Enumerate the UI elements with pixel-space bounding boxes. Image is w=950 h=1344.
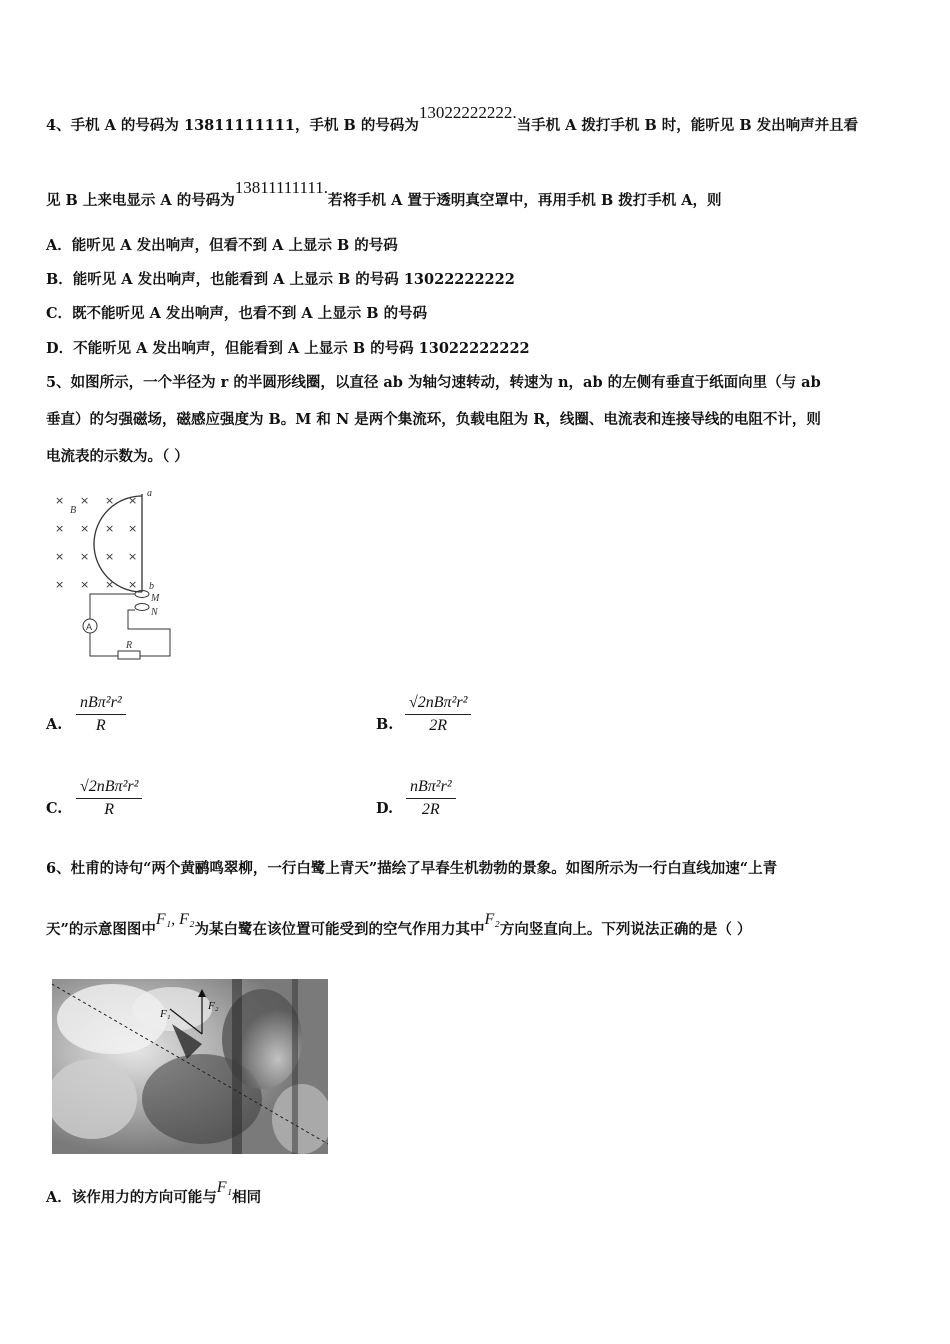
svg-text:×: ×	[80, 550, 90, 563]
circuit-diagram	[50, 486, 180, 661]
q4-line-2	[46, 178, 722, 211]
q5-option-c-formula	[76, 778, 142, 819]
q6-text: 为某白鹭在该位置可能受到的空气作用力其中	[194, 921, 485, 938]
label-R: R	[126, 640, 133, 651]
q6-line-1: 6、杜甫的诗句“两个黄鹂鸣翠柳，一行白鹭上青天”描绘了早春生机勃勃的景象。如图所示为一行白直线加速“上青	[46, 860, 778, 877]
ring-N	[135, 604, 149, 611]
svg-text:×: ×	[105, 494, 115, 507]
denominator: 2R	[429, 717, 448, 734]
q5-option-b-formula	[405, 694, 471, 735]
q5-option-b-label: B.	[376, 716, 394, 733]
field-crosses	[55, 494, 137, 591]
svg-text:×: ×	[55, 494, 65, 507]
denominator: R	[104, 801, 115, 818]
q5-line-1: 5、如图所示，一个半径为 r 的半圆形线圈，以直径 ab 为轴匀速转动，转速为 n，ab 的左侧有垂直于纸面向里（与 ab	[46, 374, 821, 391]
numerator: √2nBπ²r²	[405, 694, 471, 715]
q6-option-a-text: A．该作用力的方向可能与	[46, 1189, 217, 1206]
label-f1: F₁	[160, 1008, 171, 1020]
label-A: A	[86, 622, 93, 632]
q6-text: 天”的示意图图中	[46, 921, 156, 938]
q5-option-d-label: D.	[376, 800, 394, 817]
egret-photo	[52, 979, 328, 1154]
svg-text:×: ×	[55, 522, 65, 535]
resistor	[118, 651, 140, 659]
q4-text: 当手机 A 拨打手机 B 时，能听见 B 发出响声并且看	[516, 117, 859, 134]
q4-line-1	[46, 103, 859, 136]
svg-text:×: ×	[55, 550, 65, 563]
q6-symbol-f1-f2: F₁, F₂	[155, 911, 195, 928]
numerator: nBπ²r²	[406, 778, 456, 799]
label-a: a	[147, 488, 152, 499]
denominator: 2R	[421, 801, 440, 818]
q6-line-2	[46, 911, 752, 940]
svg-text:×: ×	[128, 494, 138, 507]
q5-option-a-label: A.	[46, 716, 63, 733]
q6-text: 方向竖直向上。下列说法正确的是（ ）	[499, 921, 752, 938]
label-B: B	[70, 505, 77, 516]
q5-option-d-formula	[406, 778, 456, 819]
denominator: R	[95, 717, 106, 734]
q4-option-a: A．能听见 A 发出响声，但看不到 A 上显示 B 的号码	[46, 237, 398, 254]
svg-text:×: ×	[105, 522, 115, 535]
q4-number-a: 13811111111.	[234, 178, 329, 197]
q6-option-a-text: 相同	[232, 1189, 262, 1206]
q6-option-a	[46, 1179, 262, 1208]
svg-text:×: ×	[128, 522, 138, 535]
label-N: N	[151, 607, 158, 618]
q5-line-3: 电流表的示数为。（ ）	[46, 448, 189, 465]
q4-text: 若将手机 A 置于透明真空罩中，再用手机 B 拨打手机 A，则	[328, 192, 722, 209]
q4-text: 4、手机 A 的号码为 13811111111，手机 B 的号码为	[46, 117, 419, 134]
q5-line-2: 垂直）的匀强磁场，磁感应强度为 B。M 和 N 是两个集流环，负载电阻为 R，线圈、电流表和连接导线的电阻不计，则	[46, 411, 821, 428]
svg-text:×: ×	[105, 578, 115, 591]
label-b: b	[149, 581, 154, 592]
svg-text:×: ×	[80, 578, 90, 591]
q4-text: 见 B 上来电显示 A 的号码为	[46, 192, 235, 209]
q5-option-c-label: C.	[46, 800, 63, 817]
q6-symbol-f2: F₂	[484, 911, 500, 928]
svg-text:×: ×	[55, 578, 65, 591]
q4-option-b: B．能听见 A 发出响声，也能看到 A 上显示 B 的号码 13022222222	[46, 271, 515, 288]
q4-number-b: 13022222222.	[418, 103, 517, 122]
svg-text:×: ×	[128, 578, 138, 591]
svg-text:×: ×	[80, 522, 90, 535]
svg-text:×: ×	[128, 550, 138, 563]
svg-text:×: ×	[80, 494, 90, 507]
label-M: M	[151, 593, 160, 604]
numerator: √2nBπ²r²	[76, 778, 142, 799]
numerator: nBπ²r²	[76, 694, 126, 715]
q4-option-d: D．不能听见 A 发出响声，但能看到 A 上显示 B 的号码 13022222222	[46, 340, 530, 357]
label-f2: F₂	[208, 1000, 219, 1012]
svg-text:×: ×	[105, 550, 115, 563]
q4-option-c: C．既不能听见 A 发出响声，也看不到 A 上显示 B 的号码	[46, 305, 428, 322]
q5-option-a-formula	[76, 694, 126, 735]
q6-option-a-symbol: F₁	[216, 1179, 233, 1196]
